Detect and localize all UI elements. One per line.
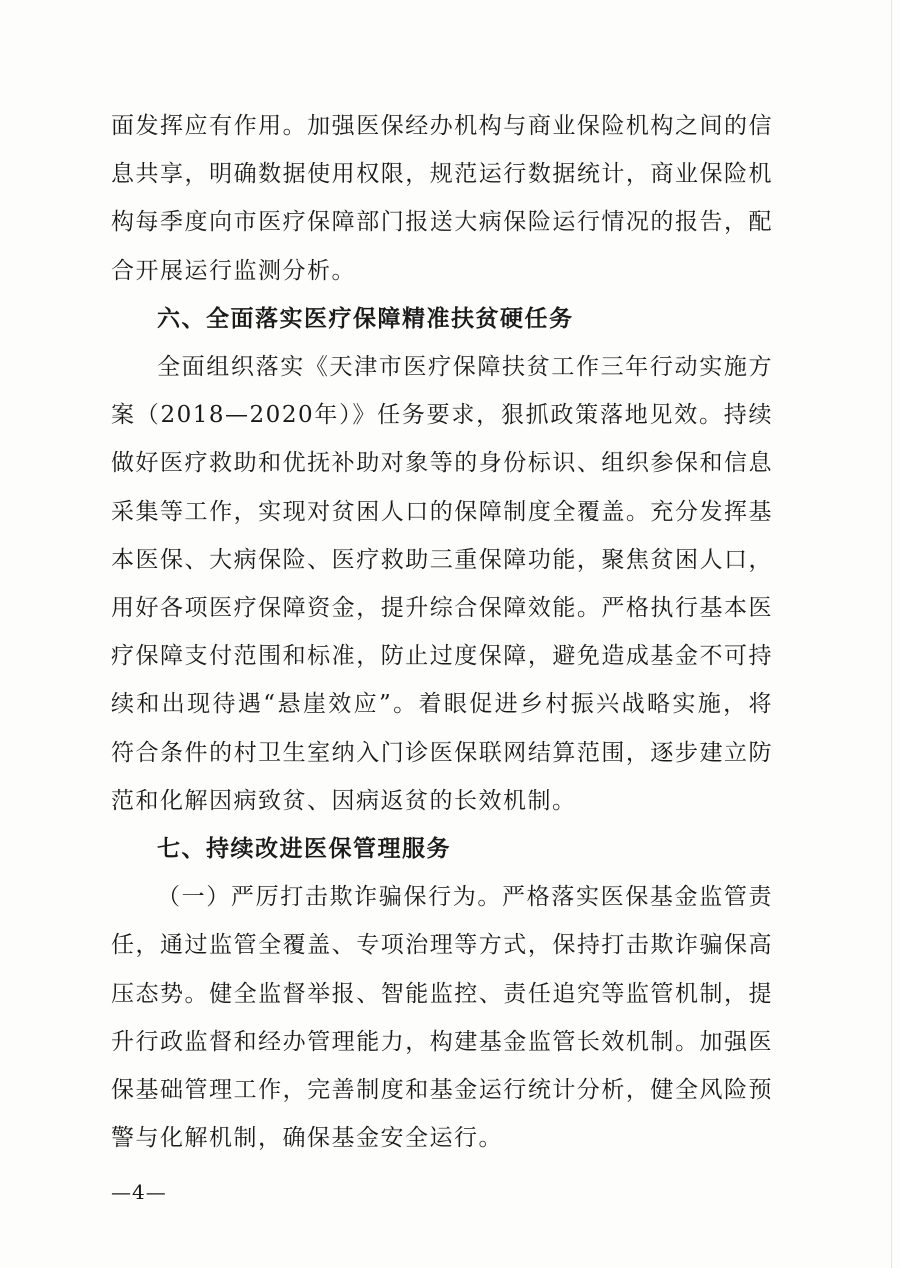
document-body: [111, 102, 773, 1162]
section-heading-seven: 七、持续改进医保管理服务: [157, 836, 451, 863]
page-number: —4—: [111, 1180, 167, 1204]
paragraph-continuation: 面发挥应有作用。加强医保经办机构与商业保险机构之间的信息共享，明确数据使用权限，规范运行数据统计，商业保险机构每季度向市医疗保障部门报送大病保险运行情况的报告，配合开展运行监测分析。: [111, 113, 773, 284]
scan-edge-line: [891, 0, 892, 1268]
section-heading-six: 六、全面落实医疗保障精准扶贫硬任务: [157, 305, 574, 332]
paragraph-fraud-crackdown: （一）严厉打击欺诈骗保行为。严格落实医保基金监管责任，通过监管全覆盖、专项治理等方式，保持打击欺诈骗保高压态势。健全监督举报、智能监控、责任追究等监管机制，提升行政监督和经办管理能力，构建基金监管长效机制。加强医保基础管理工作，完善制度和基金运行统计分析，健全风险预警与化解机制，确保基金安全运行。: [111, 884, 773, 1152]
paragraph-poverty-alleviation: 全面组织落实《天津市医疗保障扶贫工作三年行动实施方案（2018—2020年）》任务要求，狠抓政策落地见效。持续做好医疗救助和优抚补助对象等的身份标识、组织参保和信息采集等工作，实现对贫困人口的保障制度全覆盖。充分发挥基本医保、大病保险、医疗救助三重保障功能，聚焦贫困人口，用好各项医疗保障资金，提升综合保障效能。严格执行基本医疗保障支付范围和标准，防止过度保障，避免造成基金不可持续和出现待遇“悬崖效应”。着眼促进乡村振兴战略实施，将符合条件的村卫生室纳入门诊医保联网结算范围，逐步建立防范和化解因病致贫、因病返贫的长效机制。: [111, 354, 773, 814]
